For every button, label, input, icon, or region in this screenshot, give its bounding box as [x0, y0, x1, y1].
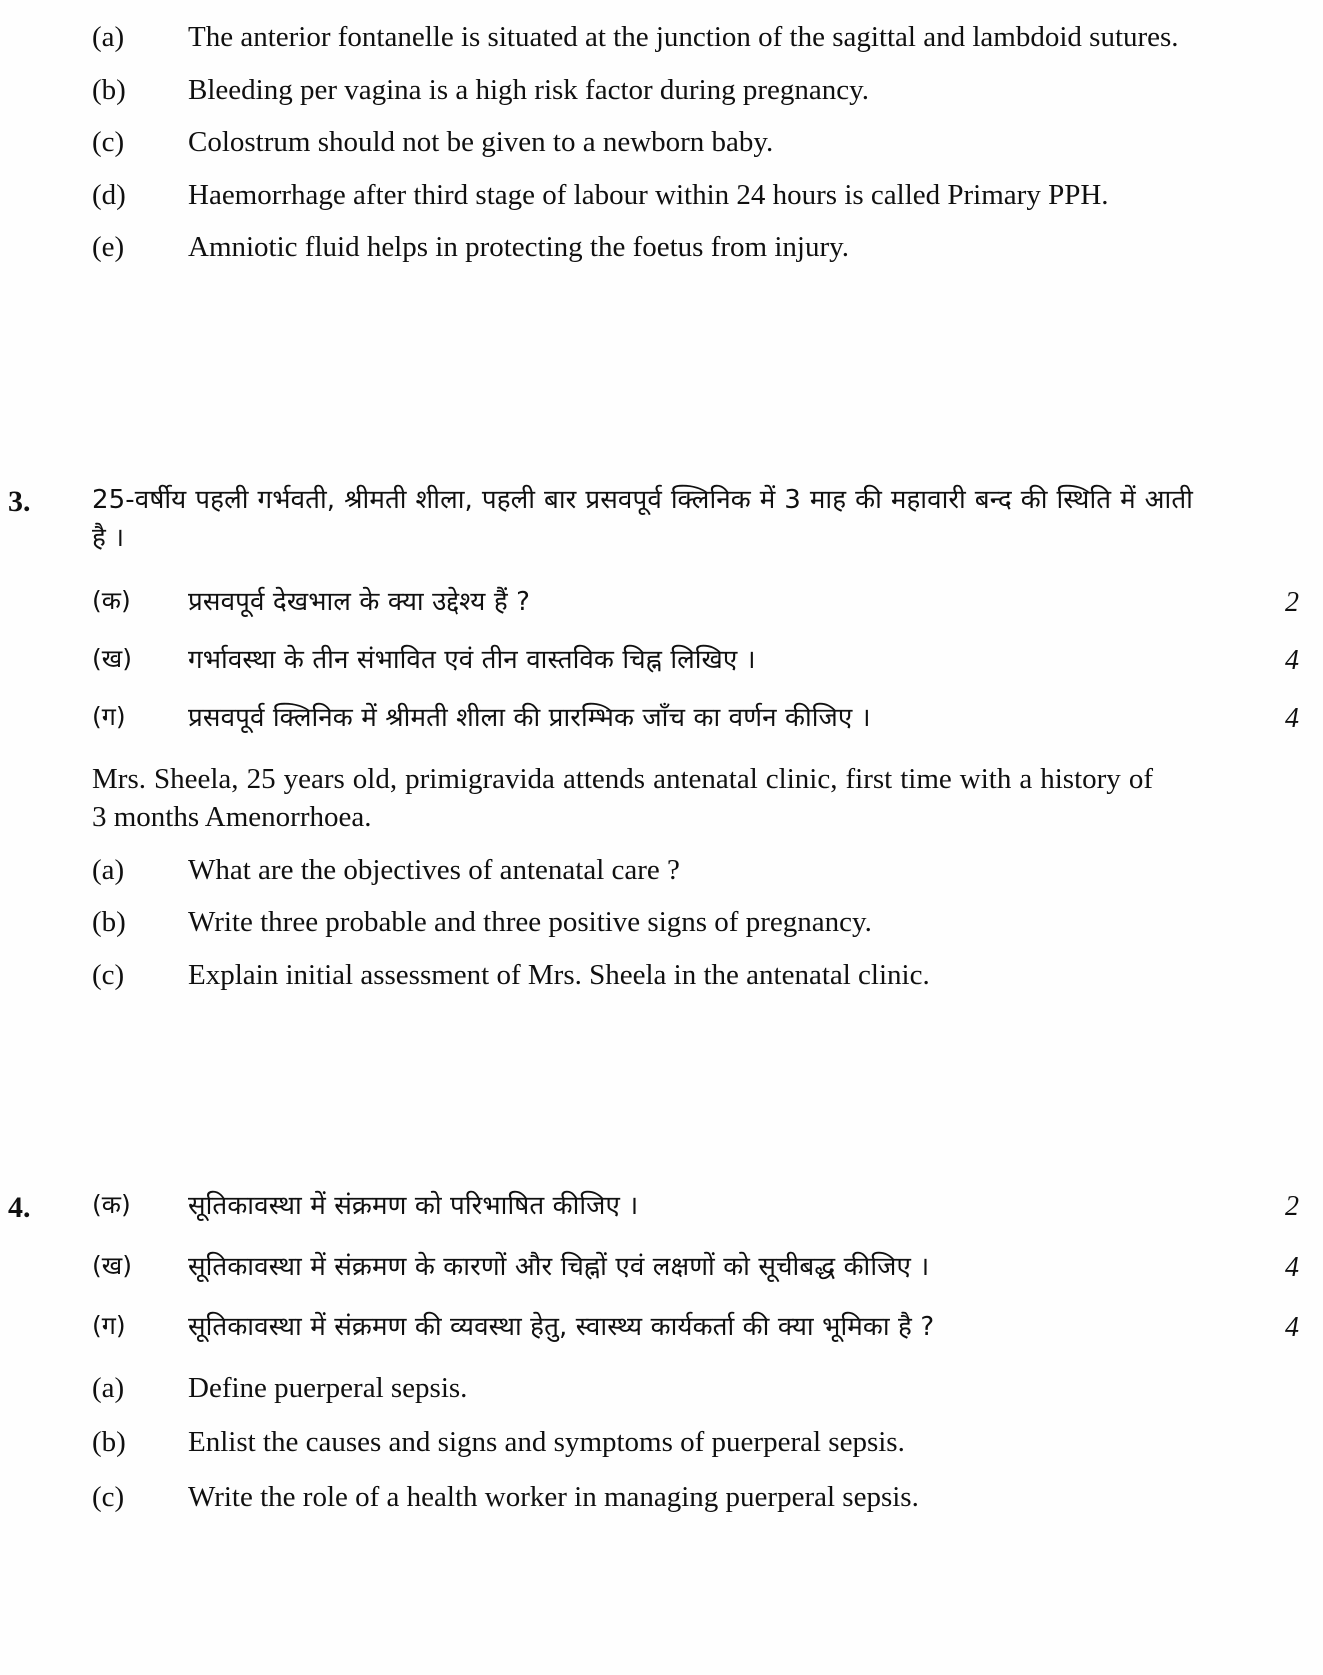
item-text-c: Colostrum should not be given to a newborn baby.: [188, 126, 774, 159]
question-3-english-item-c: [0, 956, 1323, 995]
question-4-hindi-label-kha: (ख): [92, 1251, 132, 1280]
question-3-english-text-c: Explain initial assessment of Mrs. Sheela in the antenatal clinic.: [188, 959, 930, 992]
item-label-d: (d): [92, 178, 126, 211]
question-3-hindi-item-ka: [0, 584, 1323, 622]
question-4-hindi-marks-kha: 4: [1285, 1252, 1299, 1283]
question-3-english-stem: Mrs. Sheela, 25 years old, primigravida attends antenatal clinic, first time with a history of 3 months Amenorrhoea.: [92, 762, 1153, 834]
question-3-english-stem-row: [0, 760, 1323, 837]
question-4-english-item-b: [0, 1423, 1323, 1462]
list-item: [0, 228, 1323, 267]
question-4-hindi-text-kha: सूतिकावस्था में संक्रमण के कारणों और चिह्नों एवं लक्षणों को सूचीबद्ध कीजिए ।: [188, 1252, 930, 1282]
question-3-english-text-a: What are the objectives of antenatal care ?: [188, 853, 680, 886]
question-3-number: 3.: [8, 485, 31, 518]
item-label-b: (b): [92, 73, 126, 106]
question-3-hindi-item-ga: [0, 700, 1323, 738]
question-3-hindi-item-kha: [0, 642, 1323, 680]
question-3-hindi-label-ga: (ग): [92, 701, 126, 731]
question-4-english-item-a: [0, 1369, 1323, 1408]
question-4-hindi-item-ka: [0, 1188, 1323, 1227]
question-4-hindi-marks-ka: 2: [1285, 1191, 1299, 1222]
question-3-english-label-b: (b): [92, 906, 126, 939]
item-text-d: Haemorrhage after third stage of labour within 24 hours is called Primary PPH.: [188, 178, 1109, 211]
question-4-number: 4.: [8, 1191, 31, 1224]
question-3-english-label-c: (c): [92, 959, 125, 992]
question-4-english-text-c: Write the role of a health worker in managing puerperal sepsis.: [188, 1481, 919, 1514]
question-3-hindi-text-ka: प्रसवपूर्व देखभाल के क्या उद्देश्य हैं ?: [188, 586, 531, 617]
question-4-hindi-label-ga: (ग): [92, 1310, 126, 1340]
question-3-hindi-marks-ka: 2: [1285, 586, 1299, 618]
item-label-c: (c): [92, 126, 125, 159]
question-4-hindi-label-ka: (क): [92, 1190, 131, 1219]
question-4-english-label-a: (a): [92, 1371, 125, 1404]
item-text-e: Amniotic fluid helps in protecting the foetus from injury.: [188, 231, 849, 264]
question-4: [0, 1188, 1323, 1517]
question-3-english-item-a: [0, 851, 1323, 890]
question-3-english-item-b: [0, 903, 1323, 942]
question-4-english-label-c: (c): [92, 1481, 125, 1514]
question-4-english-item-c: [0, 1478, 1323, 1517]
question-3-hindi-label-ka: (क): [92, 585, 131, 615]
question-3-hindi-text-ga: प्रसवपूर्व क्लिनिक में श्रीमती शीला की प्रारम्भिक जाँच का वर्णन कीजिए ।: [188, 702, 871, 733]
section-top-english-list: [0, 18, 1323, 267]
list-item: [0, 123, 1323, 162]
question-4-english-label-b: (b): [92, 1426, 126, 1459]
question-4-hindi-item-ga: [0, 1309, 1323, 1347]
question-3-hindi-marks-kha: 4: [1285, 644, 1299, 676]
question-3-hindi-stem-row: [0, 482, 1323, 558]
question-4-hindi-item-kha: [0, 1249, 1323, 1287]
question-3-hindi-stem: 25-वर्षीय पहली गर्भवती, श्रीमती शीला, पहली बार प्रसवपूर्व क्लिनिक में 3 माह की महावारी बन्द की स्थिति में आती है ।: [92, 485, 1193, 553]
item-text-b: Bleeding per vagina is a high risk factor during pregnancy.: [188, 73, 870, 106]
question-3-hindi-text-kha: गर्भावस्था के तीन संभावित एवं तीन वास्तविक चिह्न लिखिए ।: [188, 644, 756, 675]
list-item: [0, 176, 1323, 215]
question-4-hindi-text-ka: सूतिकावस्था में संक्रमण को परिभाषित कीजिए ।: [188, 1191, 639, 1221]
question-4-hindi-marks-ga: 4: [1285, 1311, 1299, 1343]
list-item: [0, 18, 1323, 57]
item-label-e: (e): [92, 231, 125, 264]
question-4-hindi-text-ga: सूतिकावस्था में संक्रमण की व्यवस्था हेतु, स्वास्थ्य कार्यकर्ता की क्या भूमिका है ?: [188, 1311, 935, 1342]
question-3-hindi-marks-ga: 4: [1285, 702, 1299, 734]
item-label-a: (a): [92, 21, 125, 53]
question-3-english-label-a: (a): [92, 853, 125, 886]
question-3-english-text-b: Write three probable and three positive signs of pregnancy.: [188, 906, 872, 939]
item-text-a: The anterior fontanelle is situated at the junction of the sagittal and lambdoid sutures.: [188, 21, 1179, 53]
question-3: [0, 482, 1323, 995]
question-4-english-text-a: Define puerperal sepsis.: [188, 1371, 468, 1404]
question-4-english-text-b: Enlist the causes and signs and symptoms of puerperal sepsis.: [188, 1426, 905, 1459]
list-item: [0, 71, 1323, 110]
question-3-hindi-label-kha: (ख): [92, 643, 132, 673]
